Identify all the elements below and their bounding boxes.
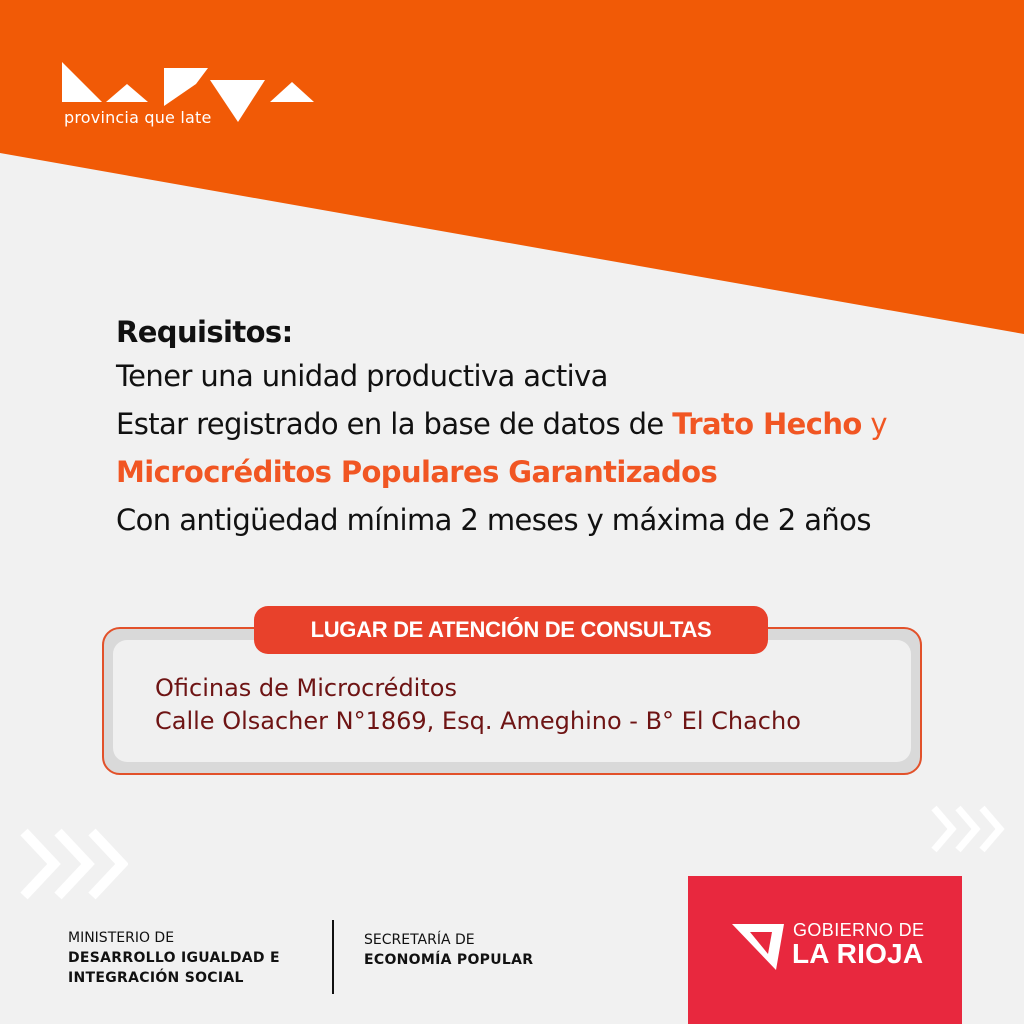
- requirement-line-2-prefix: Estar registrado en la base de datos de: [116, 407, 673, 441]
- secretaria-line-2: ECONOMÍA POPULAR: [364, 952, 534, 968]
- ministry-line-3: INTEGRACIÓN SOCIAL: [68, 970, 244, 986]
- requirement-line-2: [116, 400, 976, 448]
- requirement-line-4: Con antigüedad mínima 2 meses y máxima de 2 años: [116, 503, 871, 537]
- orange-diagonal-banner: [0, 0, 1024, 340]
- secretaria-name: [364, 930, 533, 970]
- microcreditos-highlight: Microcréditos Populares Garantizados: [116, 455, 718, 489]
- ministry-line-1: MINISTERIO DE: [68, 930, 175, 946]
- requirement-line-3: [116, 448, 976, 496]
- chevron-arrows-icon: [18, 826, 128, 902]
- ministry-line-2: DESARROLLO IGUALDAD E: [68, 950, 280, 966]
- trato-hecho-highlight: Trato Hecho: [672, 407, 862, 441]
- office-address: Calle Olsacher N°1869, Esq. Ameghino - B° El Chacho: [155, 707, 801, 735]
- ministry-name: [68, 928, 280, 988]
- gobierno-la-rioja-icon: [730, 920, 786, 972]
- office-name: Oficinas de Microcréditos: [155, 674, 457, 702]
- logo-tagline: provincia que late: [64, 108, 212, 127]
- requirement-line-2-suffix: y: [861, 407, 887, 441]
- requirement-line-1: Tener una unidad productiva activa: [116, 359, 608, 393]
- info-box-header: LUGAR DE ATENCIÓN DE CONSULTAS: [254, 606, 768, 654]
- secretaria-line-1: SECRETARÍA DE: [364, 932, 475, 948]
- footer-divider: [332, 920, 334, 994]
- requirements-block: [116, 312, 976, 544]
- requirements-title: Requisitos:: [116, 315, 293, 349]
- la-rioja-label: LA RIOJA: [792, 938, 924, 969]
- chevron-arrows-icon: [930, 804, 1005, 854]
- gobierno-label: GOBIERNO DE: [793, 920, 925, 940]
